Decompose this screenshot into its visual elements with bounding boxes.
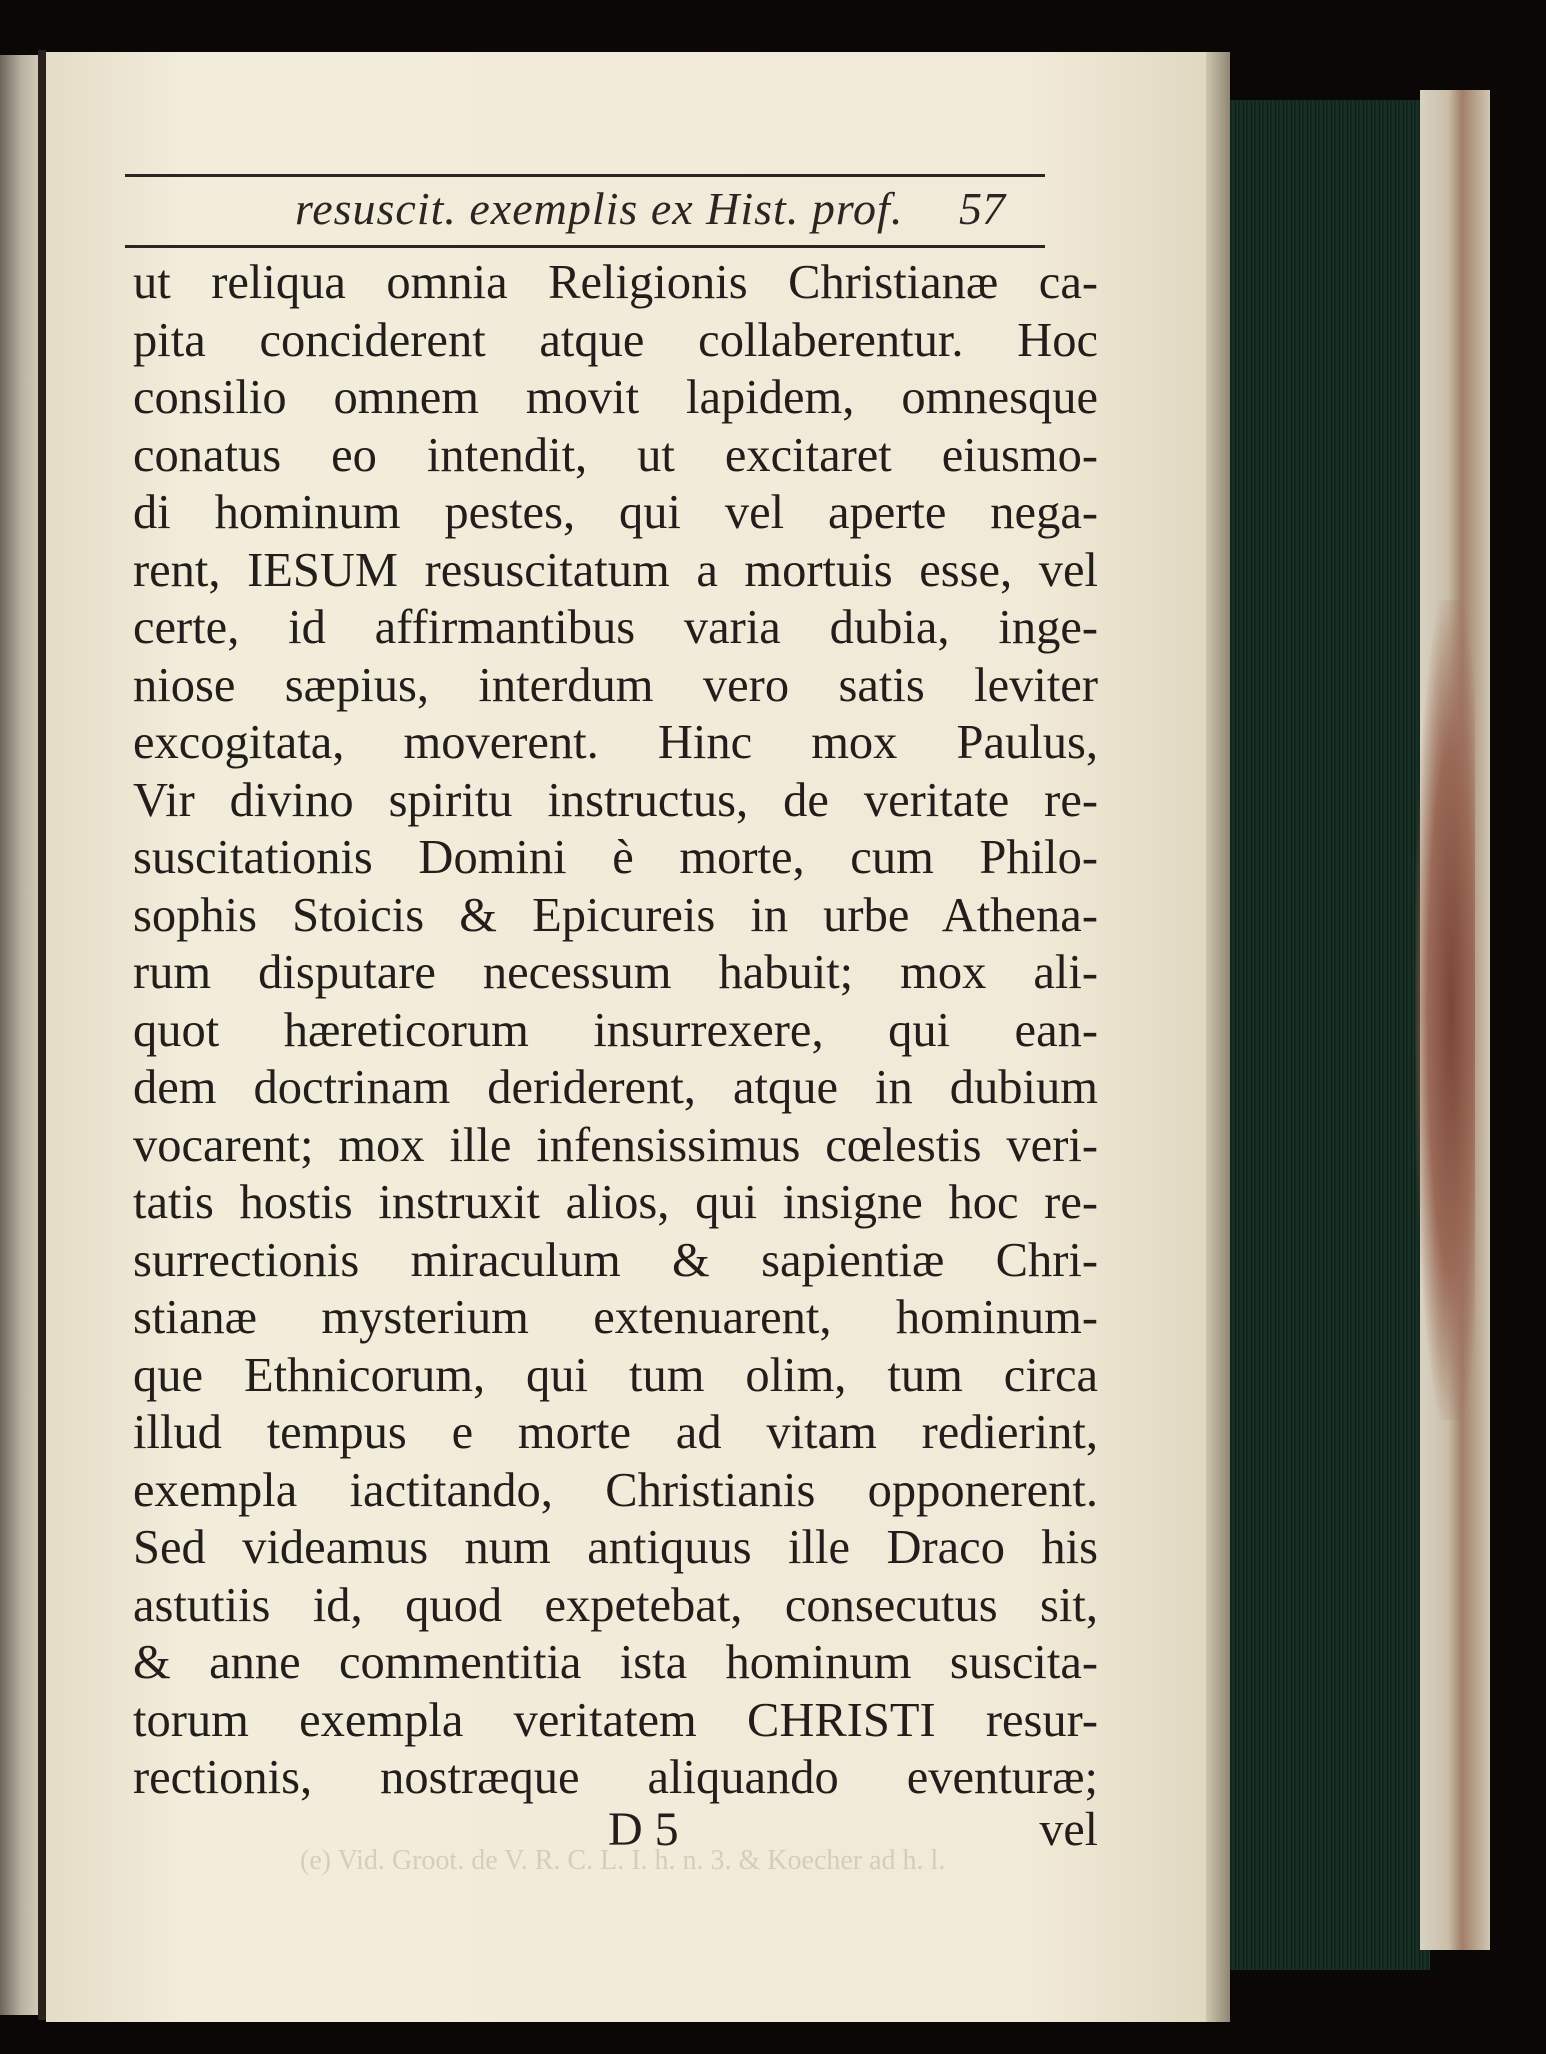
body-text: [133, 254, 1098, 1807]
text-line: certe, id affirmantibus varia dubia, inge-: [133, 601, 1098, 654]
text-line: illud tempus e morte ad vitam redierint,: [133, 1406, 1098, 1459]
text-line: tatis hostis instruxit alios, qui insigne hoc re-: [133, 1176, 1098, 1229]
text-line: consilio omnem movit lapidem, omnesque: [133, 371, 1098, 424]
left-page-edge: [0, 55, 42, 2015]
catchword: vel: [1039, 1803, 1098, 1856]
text-line: torum exempla veritatem CHRISTI resur-: [133, 1693, 1098, 1747]
text-line: suscitationis Domini è morte, cum Philo-: [133, 831, 1098, 884]
text-line: rent, IESUM resuscitatum a mortuis esse, vel: [133, 543, 1098, 597]
book-gutter: [38, 50, 46, 2020]
text-line: Vir divino spiritu instructus, de veritate re-: [133, 773, 1098, 827]
running-title: resuscit. exemplis ex Hist. prof.: [295, 183, 904, 234]
board-stain: [1415, 600, 1475, 1420]
text-line: sophis Stoicis & Epicureis in urbe Athena-: [133, 888, 1098, 942]
text-line: surrectionis miraculum & sapientiæ Chri-: [133, 1233, 1098, 1287]
text-line: stianæ mysterium extenuarent, hominum-: [133, 1291, 1098, 1344]
text-line: quot hæreticorum insurrexere, qui ean-: [133, 1003, 1098, 1057]
text-line: di hominum pestes, qui vel aperte nega-: [133, 486, 1098, 539]
bleed-through-text: (e) Vid. Groot. de V. R. C. L. I. h. n. 3. & Koecher ad h. l.: [300, 1845, 946, 1876]
text-line: pita conciderent atque collaberentur. Hoc: [133, 313, 1098, 367]
text-line: excogitata, moverent. Hinc mox Paulus,: [133, 716, 1098, 769]
text-line: ut reliqua omnia Religionis Christianæ ca-: [133, 256, 1098, 309]
fore-edge-stack: [1230, 100, 1430, 1970]
text-line: que Ethnicorum, qui tum olim, tum circa: [133, 1348, 1098, 1402]
text-line: astutiis id, quod expetebat, consecutus sit,: [133, 1578, 1098, 1632]
page-header: [125, 178, 1045, 242]
text-line: & anne commentitia ista hominum suscita-: [133, 1636, 1098, 1689]
text-line: conatus eo intendit, ut excitaret eiusmo-: [133, 428, 1098, 482]
header-rule-bottom: [125, 245, 1045, 248]
text-line: rum disputare necessum habuit; mox ali-: [133, 946, 1098, 999]
page-footer: [133, 1802, 1098, 1862]
page-number: 57: [959, 183, 1005, 234]
page-edge-shadow: [1206, 52, 1230, 2022]
text-line: exempla iactitando, Christianis opponerent.: [133, 1463, 1098, 1517]
header-rule-top: [125, 174, 1045, 177]
text-line: niose sæpius, interdum vero satis leviter: [133, 658, 1098, 712]
text-line: dem doctrinam deriderent, atque in dubium: [133, 1061, 1098, 1114]
text-line: rectionis, nostræque aliquando eventuræ;: [133, 1751, 1098, 1804]
text-line: vocarent; mox ille infensissimus cœlestis veri-: [133, 1118, 1098, 1172]
signature-mark: D 5: [608, 1803, 679, 1856]
text-line: Sed videamus num antiquus ille Draco his: [133, 1521, 1098, 1574]
